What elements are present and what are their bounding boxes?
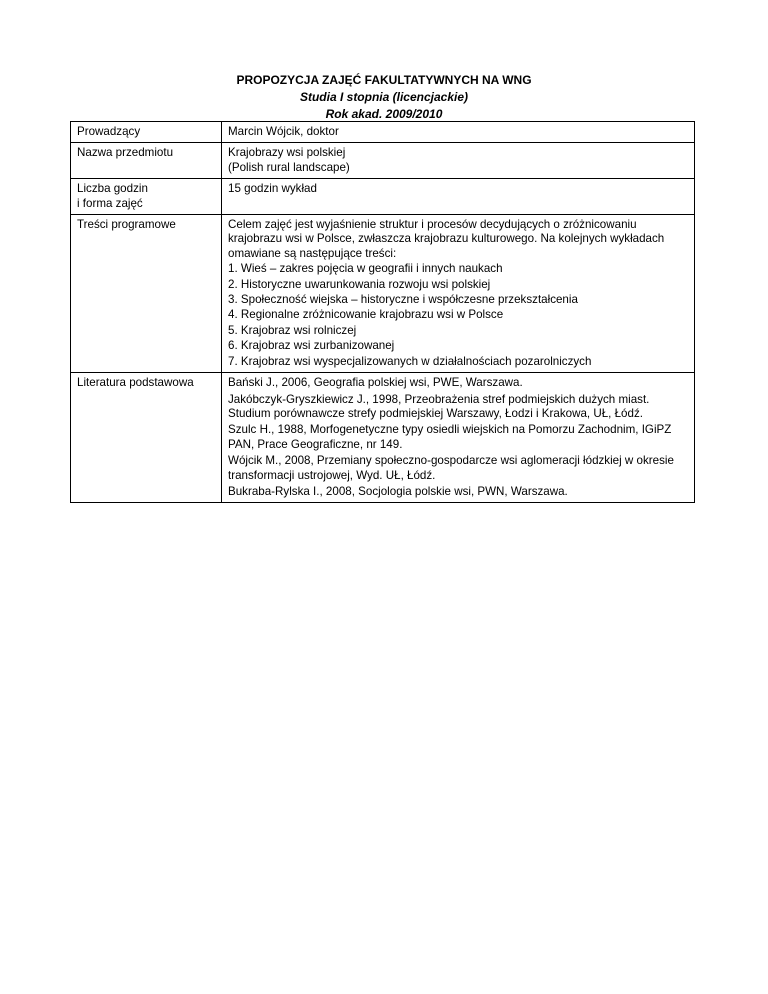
literature-value [222,373,695,503]
lecturer-value: Marcin Wójcik, doktor [222,122,695,143]
content-value [222,215,695,373]
hours-value: 15 godzin wykład [222,179,695,215]
reference-item: Wójcik M., 2008, Przemiany społeczno-gospodarcze wsi aglomeracji łódzkiej w okresie transformacji ustrojowej, Wyd. UŁ, Łódź. [228,454,674,482]
course-name-label: Nazwa przedmiotu [71,143,222,179]
course-name-polish: Krajobrazy wsi polskiej [228,146,346,160]
hours-label [71,179,222,215]
reference-item: Szulc H., 1988, Morfogenetyczne typy osiedli wiejskich na Pomorzu Zachodnim, IGiPZ PAN, Prace Geograficzne, nr 149. [228,423,672,451]
course-info-table [70,121,695,503]
list-item: 3. Społeczność wiejska – historyczne i współczesne przekształcenia [228,293,578,307]
document-header [0,72,768,123]
table-row-lecturer [71,122,695,143]
list-item: 7. Krajobraz wsi wyspecjalizowanych w działalnościach pozarolniczych [228,354,592,368]
literature-label: Literatura podstawowa [71,373,222,503]
lecturer-label: Prowadzący [71,122,222,143]
list-item: 4. Regionalne zróżnicowanie krajobrazu wsi w Polsce [228,308,504,322]
document-subtitle: Studia I stopnia (licencjackie) [299,90,469,104]
list-item: 2. Historyczne uwarunkowania rozwoju wsi polskiej [228,277,491,291]
list-item: 1. Wieś – zakres pojęcia w geografii i innych naukach [228,262,503,276]
course-name-value [222,143,695,179]
list-item: 6. Krajobraz wsi zurbanizowanej [228,339,395,353]
reference-item: Jakóbczyk-Gryszkiewicz J., 1998, Przeobrażenia stref podmiejskich dużych miast. Studium porównawcze strefy podmiejskiej Warszawy, Łodzi i Krakowa, UŁ, Łódź. [228,392,650,420]
content-label: Treści programowe [71,215,222,373]
table-row-hours [71,179,695,215]
hours-label-line: i forma zajęć [77,196,143,210]
document-title: PROPOZYCJA ZAJĘĆ FAKULTATYWNYCH NA WNG [236,73,532,87]
academic-year: Rok akad. 2009/2010 [325,107,443,121]
reference-item: Bański J., 2006, Geografia polskiej wsi, PWE, Warszawa. [228,376,523,390]
table-row-content [71,215,695,373]
list-item: 5. Krajobraz wsi rolniczej [228,323,357,337]
table-row-literature [71,373,695,503]
reference-item: Bukraba-Rylska I., 2008, Socjologia polskie wsi, PWN, Warszawa. [228,484,568,498]
content-intro: Celem zajęć jest wyjaśnienie struktur i procesów decydujących o zróżnicowaniu krajobrazu wsi w Polsce, zwłaszcza krajobrazu kulturowego. Na kolejnych wykładach omawiane są następujące treści: [228,218,665,260]
course-name-english: (Polish rural landscape) [228,160,350,174]
table-row-course-name [71,143,695,179]
hours-label-line: Liczba godzin [77,182,148,196]
